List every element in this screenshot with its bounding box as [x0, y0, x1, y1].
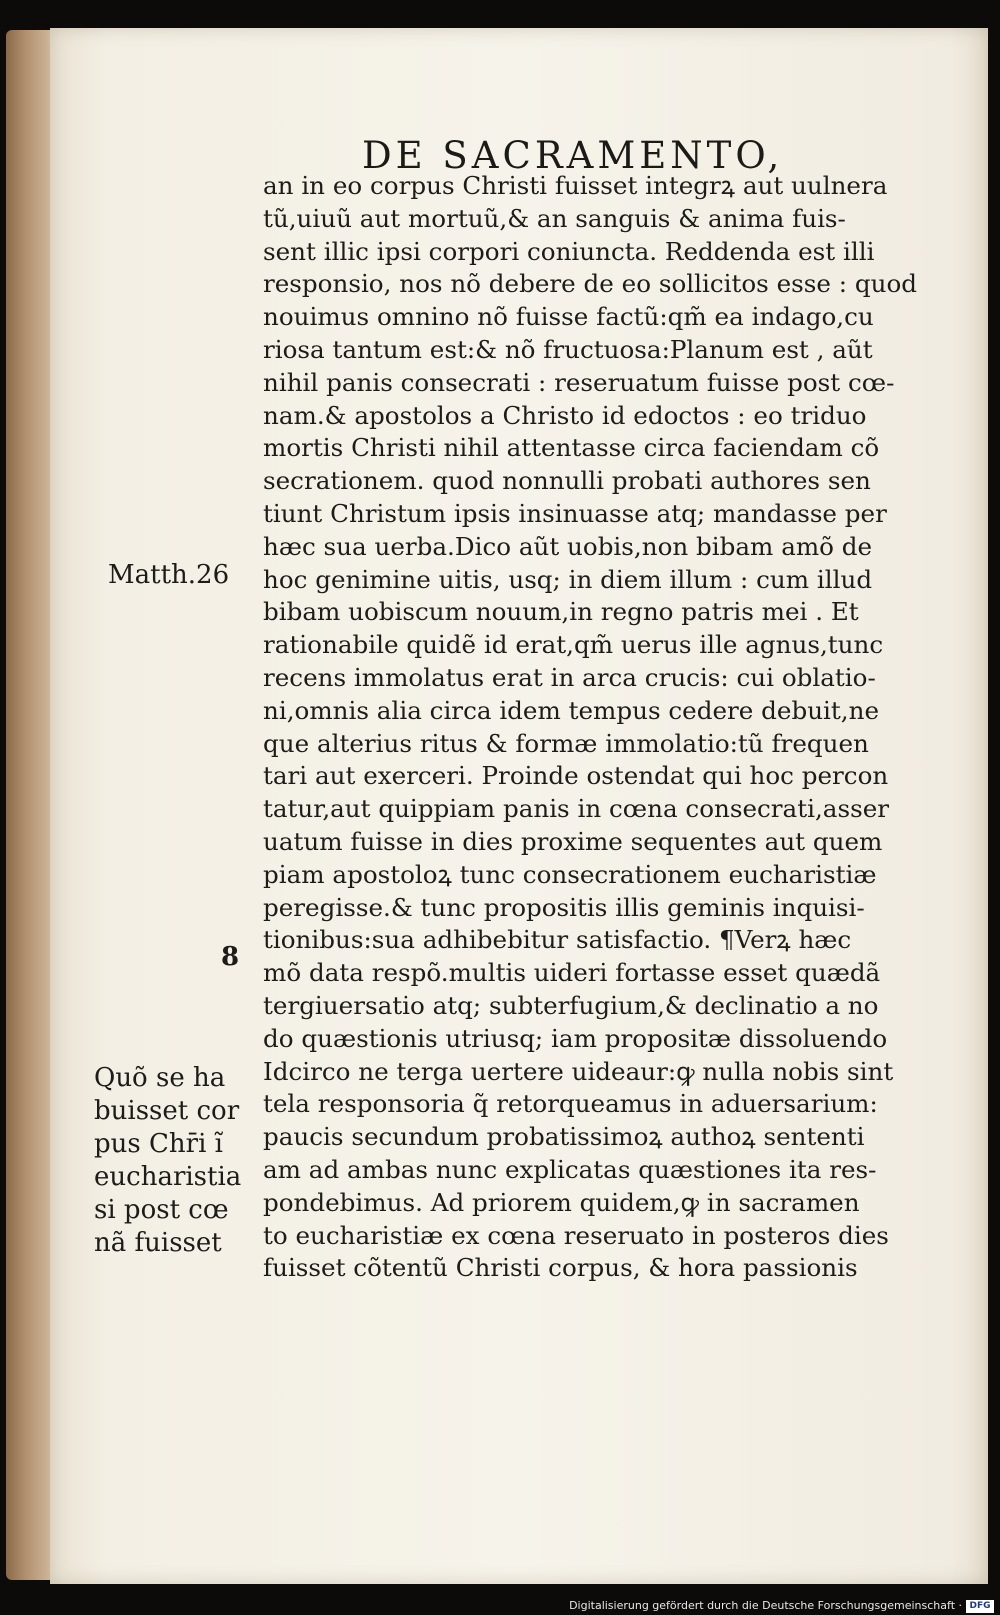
text-line: tionibus:sua adhibebitur satisfactio. ¶Verꝝ hæc — [263, 925, 852, 955]
text-line: paucis secundum probatissimoꝝ authoꝝ sententi — [263, 1122, 865, 1152]
text-line: ni,omnis alia circa idem tempus cedere debuit,ne — [263, 695, 879, 725]
text-line: piam apostoloꝝ tunc consecrationem eucharistiæ — [263, 859, 877, 889]
margin-reference: Matth.26 — [108, 560, 230, 590]
running-head: DE SACRAMENTO, — [362, 134, 784, 177]
text-line: Idcirco ne terga uertere uideaur:ꝙ nulla nobis sint — [263, 1056, 894, 1086]
text-line: tari aut exerceri. Proinde ostendat qui hoc percon — [263, 761, 889, 791]
text-line: tiunt Christum ipsis insinuasse atq; mandasse per — [263, 498, 887, 528]
text-line: fuisset cõtentũ Christi corpus, & hora passionis — [263, 1253, 858, 1283]
text-line: que alterius ritus & formæ immolatio:tũ frequen — [263, 728, 869, 758]
margin-note-line: eucharistia — [94, 1162, 242, 1192]
text-line: mortis Christi nihil attentasse circa faciendam cõ — [263, 433, 880, 463]
margin-number: 8 — [221, 942, 240, 972]
dfg-logo: DFG — [966, 1600, 994, 1613]
margin-note-line: nã fuisset — [94, 1228, 222, 1258]
body-text — [263, 170, 943, 1285]
text-line: tatur,aut quippiam panis in cœna consecrati,asser — [263, 794, 889, 824]
text-line: responsio, nos nõ debere de eo sollicitos esse : quod — [263, 269, 918, 299]
text-line: pondebimus. Ad priorem quidem,ꝙ in sacramen — [263, 1187, 860, 1217]
text-line: bibam uobiscum nouum,in regno patris mei . Et — [263, 597, 859, 627]
text-line: sent illic ipsi corpori coniuncta. Reddenda est illi — [263, 236, 875, 266]
text-line: rationabile quidẽ id erat,qm̃ uerus ille agnus,tunc — [263, 630, 884, 660]
text-line: recens immolatus erat in arca crucis: cui oblatio- — [263, 662, 876, 692]
margin-note-line: pus Chr̄i ĩ — [94, 1129, 223, 1159]
text-line: nam.& apostolos a Christo id edoctos : eo triduo — [263, 400, 867, 430]
text-line: nouimus omnino nõ fuisse factũ:qm̃ ea indago,cu — [263, 302, 874, 332]
text-line: tela responsoria q̃ retorqueamus in aduersarium: — [263, 1089, 878, 1119]
text-line: hoc genimine uitis, usq; in diem illum : cum illud — [263, 564, 873, 594]
text-line: an in eo corpus Christi fuisset integrꝝ aut uulnera — [263, 171, 888, 200]
footer-credit: Digitalisierung gefördert durch die Deutsche Forschungsgemeinschaft · — [569, 1599, 962, 1612]
text-line: mõ data respõ.multis uideri fortasse esset quædã — [263, 958, 881, 988]
text-line: nihil panis consecrati : reseruatum fuisse post cœ- — [263, 367, 895, 397]
text-line: peregisse.& tunc propositis illis geminis inquisi- — [263, 892, 865, 922]
margin-note-line: Quõ se ha — [94, 1063, 226, 1093]
margin-note — [94, 1062, 241, 1260]
text-line: to eucharistiæ ex cœna reseruato in posteros dies — [263, 1220, 889, 1250]
text-line: tergiuersatio atq; subterfugium,& declinatio a no — [263, 990, 879, 1020]
text-line: do quæstionis utriusq; iam propositæ dissoluendo — [263, 1023, 888, 1053]
text-line: riosa tantum est:& nõ fructuosa:Planum est , aũt — [263, 334, 873, 364]
text-line: uatum fuisse in dies proxime sequentes aut quem — [263, 826, 883, 856]
text-line: am ad ambas nunc explicatas quæstiones ita res- — [263, 1154, 877, 1184]
text-line: tũ,uiuũ aut mortuũ,& an sanguis & anima fuis- — [263, 203, 846, 233]
margin-note-line: buisset cor — [94, 1096, 240, 1126]
text-line: secrationem. quod nonnulli probati authores sen — [263, 466, 871, 496]
text-line: hæc sua uerba.Dico aũt uobis,non bibam amõ de — [263, 531, 873, 561]
margin-note-line: si post cœ — [94, 1195, 229, 1225]
